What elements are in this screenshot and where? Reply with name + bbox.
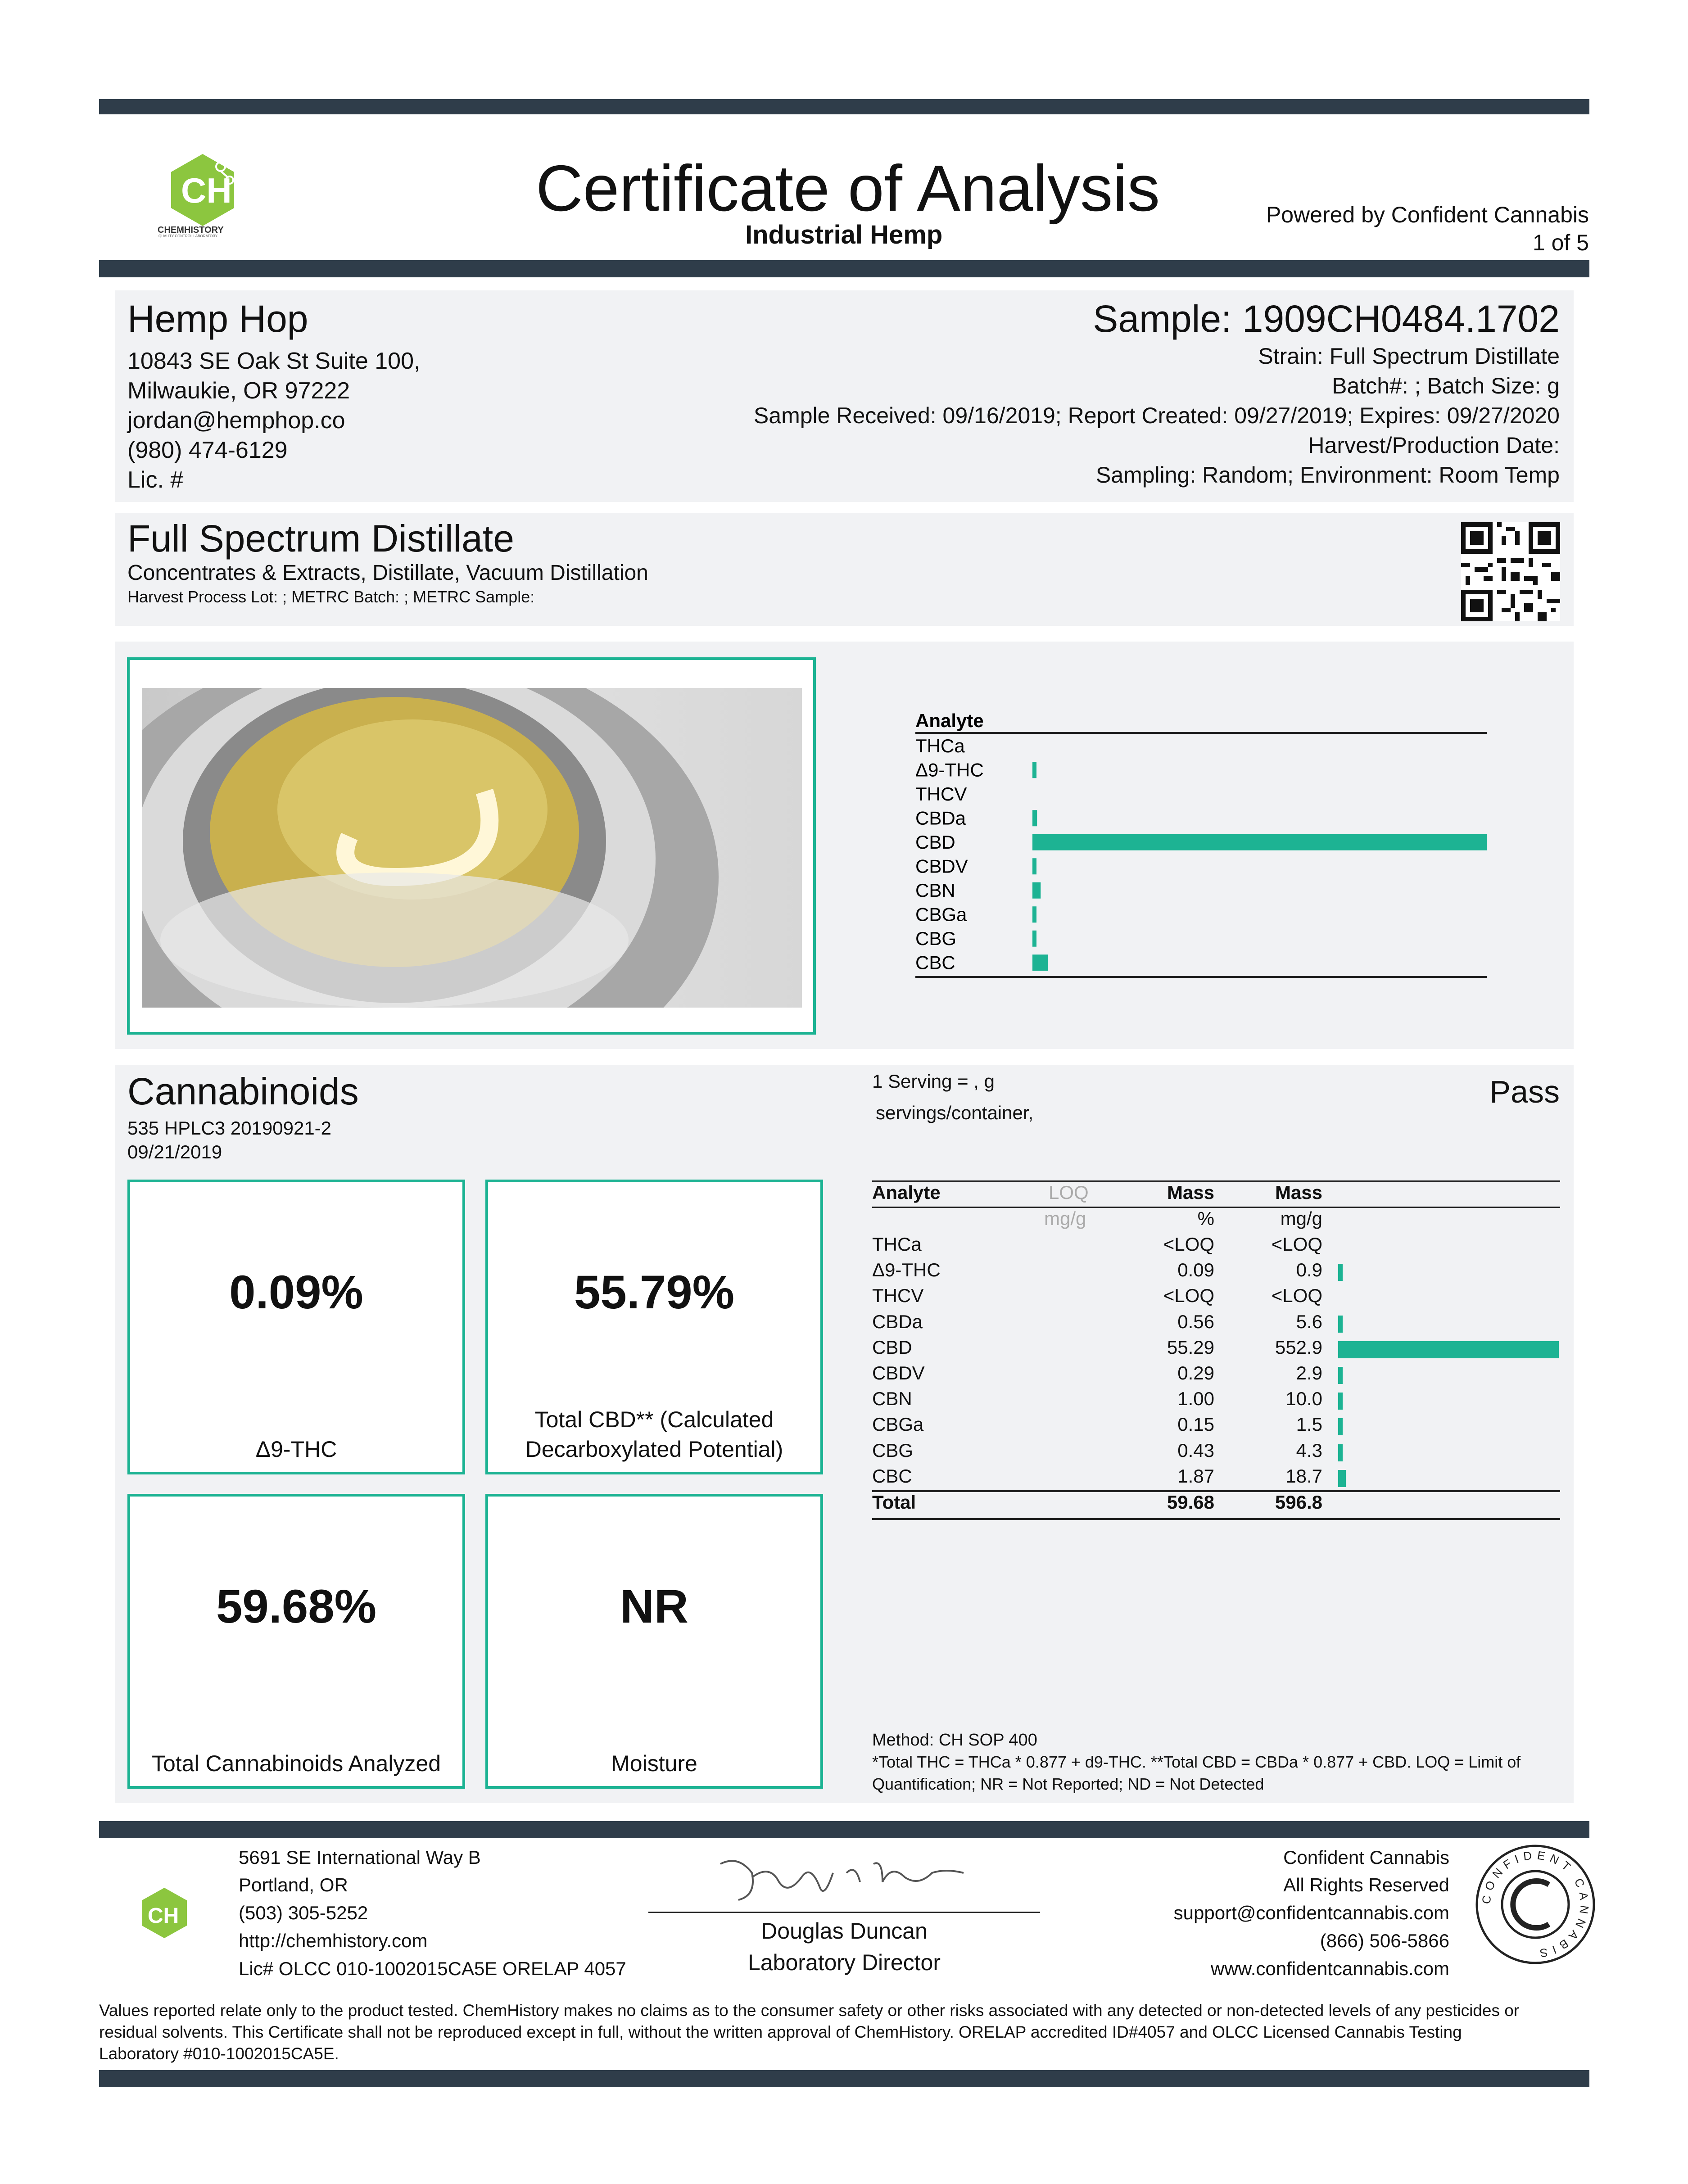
summary-value: 59.68% xyxy=(216,1580,377,1633)
row-mass-pct: 0.29 xyxy=(1177,1362,1214,1384)
row-mass-mg: 18.7 xyxy=(1285,1465,1322,1487)
overview-bar-cbga xyxy=(1032,906,1036,922)
note-line-2: Quantification; NR = Not Reported; ND = Not Detected xyxy=(872,1775,1264,1793)
client-name: Hemp Hop xyxy=(127,298,308,340)
summary-box-moisture xyxy=(485,1494,823,1789)
row-mass-pct: 55.29 xyxy=(1167,1336,1214,1358)
row-analyte: THCV xyxy=(872,1285,924,1307)
director-signature xyxy=(711,1846,982,1913)
total-label: Total xyxy=(872,1492,916,1513)
row-analyte: CBN xyxy=(872,1388,912,1410)
lab-address1: 5691 SE International Way B xyxy=(239,1847,481,1868)
row-mass-pct: 1.87 xyxy=(1177,1465,1214,1487)
row-mass-pct: 0.09 xyxy=(1177,1259,1214,1281)
page-subtitle: Industrial Hemp xyxy=(745,220,943,249)
disclaimer-line-2: residual solvents. This Certificate shall not be reproduced except in full, without the written approval of ChemHistory. ORELAP accredited ID#4057 and OLCC Licensed Cannabis Testing xyxy=(99,2023,1462,2041)
client-license: Lic. # xyxy=(127,467,184,493)
row-analyte: CBDa xyxy=(872,1311,923,1332)
table-row xyxy=(872,1465,1560,1491)
table-row xyxy=(872,1337,1560,1362)
row-bar xyxy=(1338,1444,1343,1461)
note-line-1: *Total THC = THCa * 0.877 + d9-THC. **Total CBD = CBDa * 0.877 + CBD. LOQ = Limit of xyxy=(872,1753,1521,1771)
row-bar xyxy=(1338,1316,1343,1333)
table-bottom-rule xyxy=(872,1518,1560,1520)
row-mass-mg: <LOQ xyxy=(1271,1234,1322,1255)
sample-dates: Sample Received: 09/16/2019; Report Created: 09/27/2019; Expires: 09/27/2020 xyxy=(753,403,1560,428)
logo-ch-text: CH xyxy=(181,171,232,210)
svg-text:CH: CH xyxy=(148,1904,179,1928)
summary-label: Total Cannabinoids Analyzed xyxy=(151,1751,441,1776)
overview-bar-cbn xyxy=(1032,882,1041,899)
cc-rights: All Rights Reserved xyxy=(1283,1874,1449,1895)
footer-bar xyxy=(99,1821,1589,1838)
unit-mg: mg/g xyxy=(1280,1208,1322,1229)
overview-bar-cbda xyxy=(1032,810,1037,826)
overview-chart xyxy=(901,707,1495,981)
sample-id: Sample: 1909CH0484.1702 xyxy=(1093,298,1560,340)
svg-text:CONFIDENT CANNABIS xyxy=(1479,1848,1592,1961)
row-mass-mg: 5.6 xyxy=(1296,1311,1322,1332)
sample-harvest: Harvest/Production Date: xyxy=(1308,433,1560,458)
row-mass-pct: 0.56 xyxy=(1177,1311,1214,1332)
summary-label: Moisture xyxy=(611,1751,697,1776)
header-mass-mg: Mass xyxy=(1275,1182,1322,1203)
summary-value: 55.79% xyxy=(574,1266,735,1319)
qr-code[interactable] xyxy=(1461,522,1560,621)
row-bar xyxy=(1338,1418,1343,1435)
row-mass-pct: <LOQ xyxy=(1163,1234,1214,1255)
overview-bar-cbdv xyxy=(1032,858,1036,874)
overview-bar-cbc xyxy=(1032,954,1048,971)
table-row xyxy=(872,1440,1560,1465)
client-address1: 10843 SE Oak St Suite 100, xyxy=(127,348,421,374)
client-address2: Milwaukie, OR 97222 xyxy=(127,378,350,404)
row-analyte: CBG xyxy=(872,1439,914,1461)
director-title: Laboratory Director xyxy=(748,1950,941,1975)
row-mass-pct: 0.43 xyxy=(1177,1439,1214,1461)
row-bar xyxy=(1338,1393,1343,1410)
product-name: Full Spectrum Distillate xyxy=(127,517,514,560)
overview-bar-cbg xyxy=(1032,931,1036,947)
overview-bar-cbd xyxy=(1032,834,1487,850)
table-row xyxy=(872,1311,1560,1337)
servings-per-container: servings/container, xyxy=(876,1102,1034,1123)
overview-label-δ9-thc: Δ9-THC xyxy=(915,759,984,781)
cc-website[interactable]: www.confidentcannabis.com xyxy=(1211,1958,1449,1979)
chemhistory-logo xyxy=(149,149,257,239)
overview-label-cbn: CBN xyxy=(915,879,955,901)
product-category: Concentrates & Extracts, Distillate, Vacuum Distillation xyxy=(127,561,648,585)
overview-chart-header: Analyte xyxy=(915,710,984,731)
lab-license: Lic# OLCC 010-1002015CA5E ORELAP 4057 xyxy=(239,1958,626,1979)
table-row xyxy=(872,1234,1560,1259)
row-mass-pct: <LOQ xyxy=(1163,1285,1214,1307)
table-total-row xyxy=(872,1492,1560,1517)
table-header-row xyxy=(872,1182,1560,1207)
row-bar xyxy=(1338,1470,1346,1487)
result-status: Pass xyxy=(1489,1074,1560,1109)
summary-value: NR xyxy=(620,1580,688,1633)
row-mass-mg: 552.9 xyxy=(1275,1336,1322,1358)
logo-tagline: QUALITY CONTROL LABORATORY xyxy=(158,234,218,238)
row-bar xyxy=(1338,1264,1343,1281)
row-mass-mg: 1.5 xyxy=(1296,1414,1322,1435)
summary-value: 0.09% xyxy=(229,1266,363,1319)
product-lot: Harvest Process Lot: ; METRC Batch: ; METRC Sample: xyxy=(127,588,535,606)
overview-label-cbdv: CBDV xyxy=(915,855,968,877)
sample-strain: Strain: Full Spectrum Distillate xyxy=(1258,344,1560,369)
header-bar xyxy=(99,260,1589,277)
table-row xyxy=(872,1388,1560,1414)
row-mass-mg: 2.9 xyxy=(1296,1362,1322,1384)
disclaimer-line-1: Values reported relate only to the product tested. ChemHistory makes no claims as to the consumer safety or other risks associated with any detected or non-detected levels of any pesticides or xyxy=(99,2001,1520,2020)
summary-box-total-cannabinoids xyxy=(127,1494,465,1789)
lab-website[interactable]: http://chemhistory.com xyxy=(239,1930,428,1951)
overview-label-cbg: CBG xyxy=(915,927,957,949)
chemhistory-footer-logo xyxy=(135,1884,194,1943)
product-photo xyxy=(142,688,802,1008)
row-mass-mg: 10.0 xyxy=(1285,1388,1322,1410)
summary-label: Δ9-THC xyxy=(255,1437,337,1462)
sample-sampling: Sampling: Random; Environment: Room Temp xyxy=(1095,462,1560,488)
table-unit-row xyxy=(872,1208,1560,1234)
cc-email[interactable]: support@confidentcannabis.com xyxy=(1173,1902,1449,1923)
row-analyte: Δ9-THC xyxy=(872,1259,941,1281)
overview-label-thcv: THCV xyxy=(915,783,967,805)
unit-loq: mg/g xyxy=(1044,1208,1086,1229)
row-mass-mg: 4.3 xyxy=(1296,1439,1322,1461)
table-row xyxy=(872,1362,1560,1388)
header-analyte: Analyte xyxy=(872,1182,941,1203)
product-photo-frame xyxy=(127,657,816,1035)
unit-pct: % xyxy=(1197,1208,1214,1229)
cannabinoids-date: 09/21/2019 xyxy=(127,1141,222,1162)
header-mass-pct: Mass xyxy=(1167,1182,1214,1203)
page-number: 1 of 5 xyxy=(1532,230,1589,255)
client-phone: (980) 474-6129 xyxy=(127,437,288,463)
summary-box-thc xyxy=(127,1180,465,1474)
table-row xyxy=(872,1259,1560,1285)
overview-label-cbd: CBD xyxy=(915,831,955,853)
director-name: Douglas Duncan xyxy=(761,1918,928,1944)
summary-label: Total CBD** (Calculated Decarboxylated Potential) xyxy=(525,1407,783,1462)
overview-bar-δ9-thc xyxy=(1032,762,1036,778)
overview-label-cbda: CBDa xyxy=(915,807,966,829)
row-bar xyxy=(1338,1367,1343,1384)
seal-text: CONFIDENT CANNABIS xyxy=(1479,1848,1592,1961)
table-row xyxy=(872,1285,1560,1311)
row-mass-pct: 1.00 xyxy=(1177,1388,1214,1410)
row-mass-mg: <LOQ xyxy=(1271,1285,1322,1307)
table-row xyxy=(872,1414,1560,1439)
confident-cannabis-seal xyxy=(1472,1841,1598,1967)
total-pct: 59.68 xyxy=(1167,1492,1214,1513)
cannabinoids-method-id: 535 HPLC3 20190921-2 xyxy=(127,1117,332,1139)
header-loq: LOQ xyxy=(1049,1182,1089,1203)
page-title: Certificate of Analysis xyxy=(536,152,1160,225)
row-analyte: CBGa xyxy=(872,1414,924,1435)
row-analyte: CBC xyxy=(872,1465,912,1487)
cc-name: Confident Cannabis xyxy=(1283,1847,1449,1868)
bottom-bar xyxy=(99,2070,1589,2087)
summary-box-total-cbd xyxy=(485,1180,823,1474)
lab-address2: Portland, OR xyxy=(239,1874,348,1895)
row-mass-mg: 0.9 xyxy=(1296,1259,1322,1281)
top-bar xyxy=(99,99,1589,114)
overview-label-cbga: CBGa xyxy=(915,904,967,925)
lab-phone: (503) 305-5252 xyxy=(239,1902,368,1923)
row-mass-pct: 0.15 xyxy=(1177,1414,1214,1435)
disclaimer-line-3: Laboratory #010-1002015CA5E. xyxy=(99,2044,339,2063)
overview-label-cbc: CBC xyxy=(915,952,955,973)
total-mg: 596.8 xyxy=(1275,1492,1322,1513)
row-analyte: CBD xyxy=(872,1336,912,1358)
signature-line xyxy=(648,1912,1040,1913)
powered-by: Powered by Confident Cannabis xyxy=(1266,202,1589,227)
sample-batch: Batch#: ; Batch Size: g xyxy=(1332,373,1560,398)
row-bar xyxy=(1338,1341,1559,1358)
overview-label-thca: THCa xyxy=(915,735,965,756)
method-text: Method: CH SOP 400 xyxy=(872,1731,1037,1750)
cc-phone: (866) 506-5866 xyxy=(1320,1930,1449,1951)
cannabinoids-title: Cannabinoids xyxy=(127,1070,359,1112)
row-analyte: CBDV xyxy=(872,1362,925,1384)
logo-brand: CHEMHISTORY xyxy=(158,225,224,235)
row-analyte: THCa xyxy=(872,1234,922,1255)
client-email: jordan@hemphop.co xyxy=(127,407,345,434)
serving-size: 1 Serving = , g xyxy=(872,1071,995,1092)
